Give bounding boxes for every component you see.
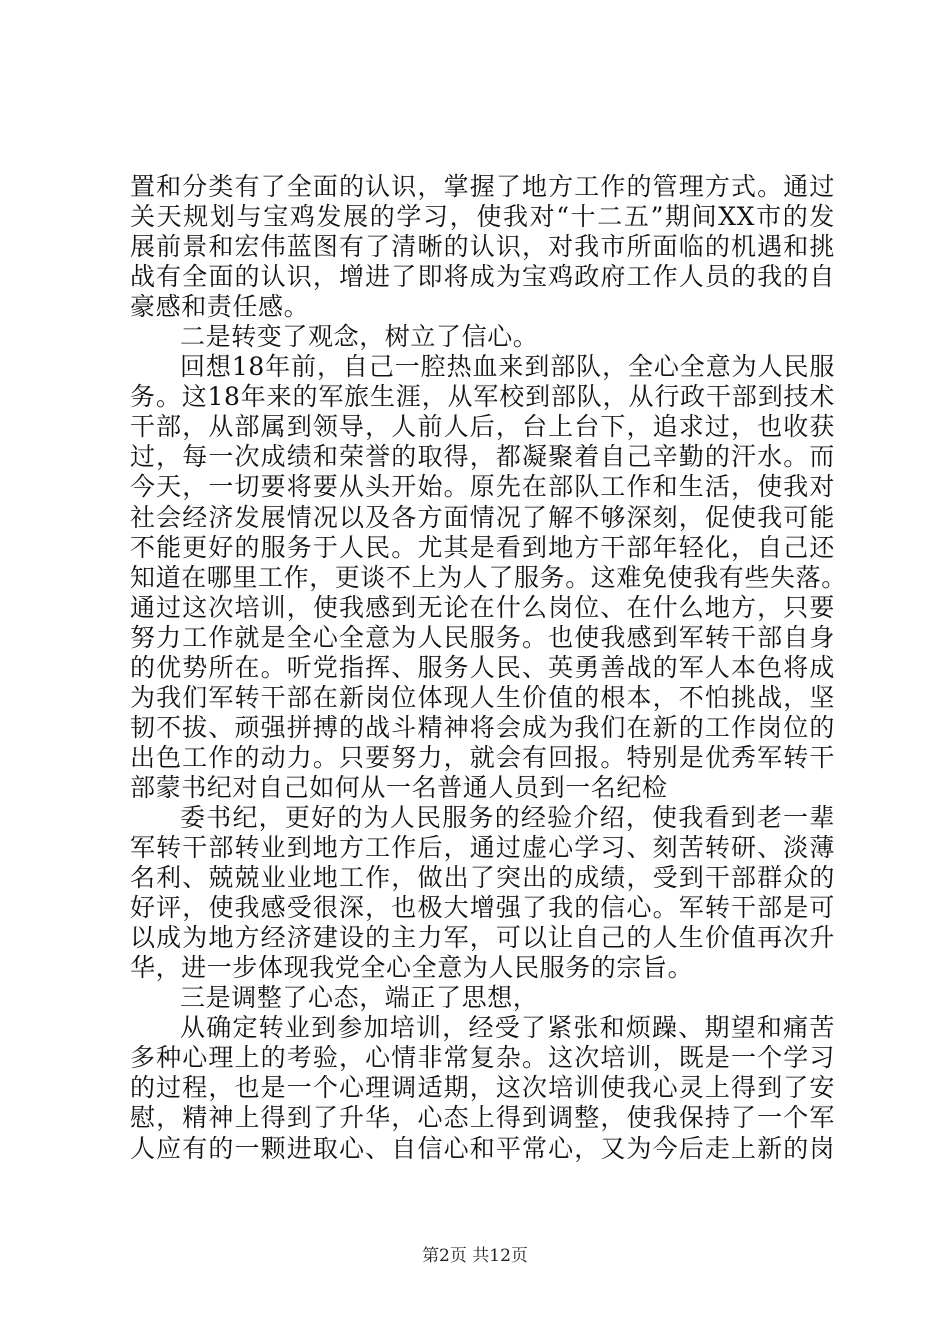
text-line: 部蒙书纪对自己如何从一名普通人员到一名纪检 <box>130 772 668 802</box>
text-line: 华，进一步体现我党全心全意为人民服务的宗旨。 <box>130 953 694 983</box>
document-body <box>130 172 847 1164</box>
page-footer <box>0 1241 950 1266</box>
text-line: 军转干部转业到地方工作后，通过虚心学习、刻苦转研、淡薄 <box>130 833 835 863</box>
text-line: 战有全面的认识，增进了即将成为宝鸡政府工作人员的我的自 <box>130 262 835 292</box>
page-number-label: 第2页 共12页 <box>422 1246 528 1266</box>
text-line: 好评，使我感受很深，也极大增强了我的信心。军转干部是可 <box>130 893 835 923</box>
text-line: 不能更好的服务于人民。尤其是看到地方干部年轻化，自己还 <box>130 532 835 562</box>
text-line: 人应有的一颗进取心、自信心和平常心，又为今后走上新的岗 <box>130 1133 835 1163</box>
text-line: 以成为地方经济建设的主力军，可以让自己的人生价值再次升 <box>130 923 835 953</box>
text-line: 豪感和责任感。 <box>130 292 310 322</box>
text-line: 多种心理上的考验，心情非常复杂。这次培训，既是一个学习 <box>130 1043 835 1073</box>
text-line: 委书纪，更好的为人民服务的经验介绍，使我看到老一辈 <box>180 802 835 832</box>
text-line: 韧不拔、顽强拼搏的战斗精神将会成为我们在新的工作岗位的 <box>130 712 835 742</box>
text-line: 通过这次培训，使我感到无论在什么岗位、在什么地方，只要 <box>130 592 835 622</box>
text-line: 务。这18年来的军旅生涯，从军校到部队，从行政干部到技术 <box>130 382 835 412</box>
text-line: 出色工作的动力。只要努力，就会有回报。特别是优秀军转干 <box>130 742 835 772</box>
text-line: 回想18年前，自己一腔热血来到部队，全心全意为人民服 <box>180 352 835 382</box>
text-line: 为我们军转干部在新岗位体现人生价值的根本，不怕挑战，坚 <box>130 682 835 712</box>
text-line: 的过程，也是一个心理调适期，这次培训使我心灵上得到了安 <box>130 1073 835 1103</box>
text-line: 干部，从部属到领导，人前人后，台上台下，追求过，也收获 <box>130 412 835 442</box>
text-line: 的优势所在。听党指挥、服务人民、英勇善战的军人本色将成 <box>130 652 835 682</box>
text-line: 今天，一切要将要从头开始。原先在部队工作和生活，使我对 <box>130 472 835 502</box>
text-line: 置和分类有了全面的认识，掌握了地方工作的管理方式。通过 <box>130 172 835 201</box>
text-line: 展前景和宏伟蓝图有了清晰的认识，对我市所面临的机遇和挑 <box>130 232 835 262</box>
text-line: 努力工作就是全心全意为人民服务。也使我感到军转干部自身 <box>130 622 835 652</box>
section-heading: 三是调整了心态，端正了思想， <box>180 983 539 1013</box>
text-line: 名利、兢兢业业地工作，做出了突出的成绩，受到干部群众的 <box>130 863 835 893</box>
section-heading: 二是转变了观念，树立了信心。 <box>180 322 539 352</box>
text-line: 慰，精神上得到了升华，心态上得到调整，使我保持了一个军 <box>130 1103 835 1133</box>
text-line: 过，每一次成绩和荣誉的取得，都凝聚着自己辛勤的汗水。而 <box>130 442 835 472</box>
text-line: 关天规划与宝鸡发展的学习，使我对“十二五”期间XX市的发 <box>130 202 835 232</box>
text-line: 从确定转业到参加培训，经受了紧张和烦躁、期望和痛苦 <box>180 1013 835 1043</box>
text-line: 社会经济发展情况以及各方面情况了解不够深刻，促使我可能 <box>130 502 835 532</box>
text-line: 知道在哪里工作，更谈不上为人了服务。这难免使我有些失落。 <box>130 562 847 592</box>
